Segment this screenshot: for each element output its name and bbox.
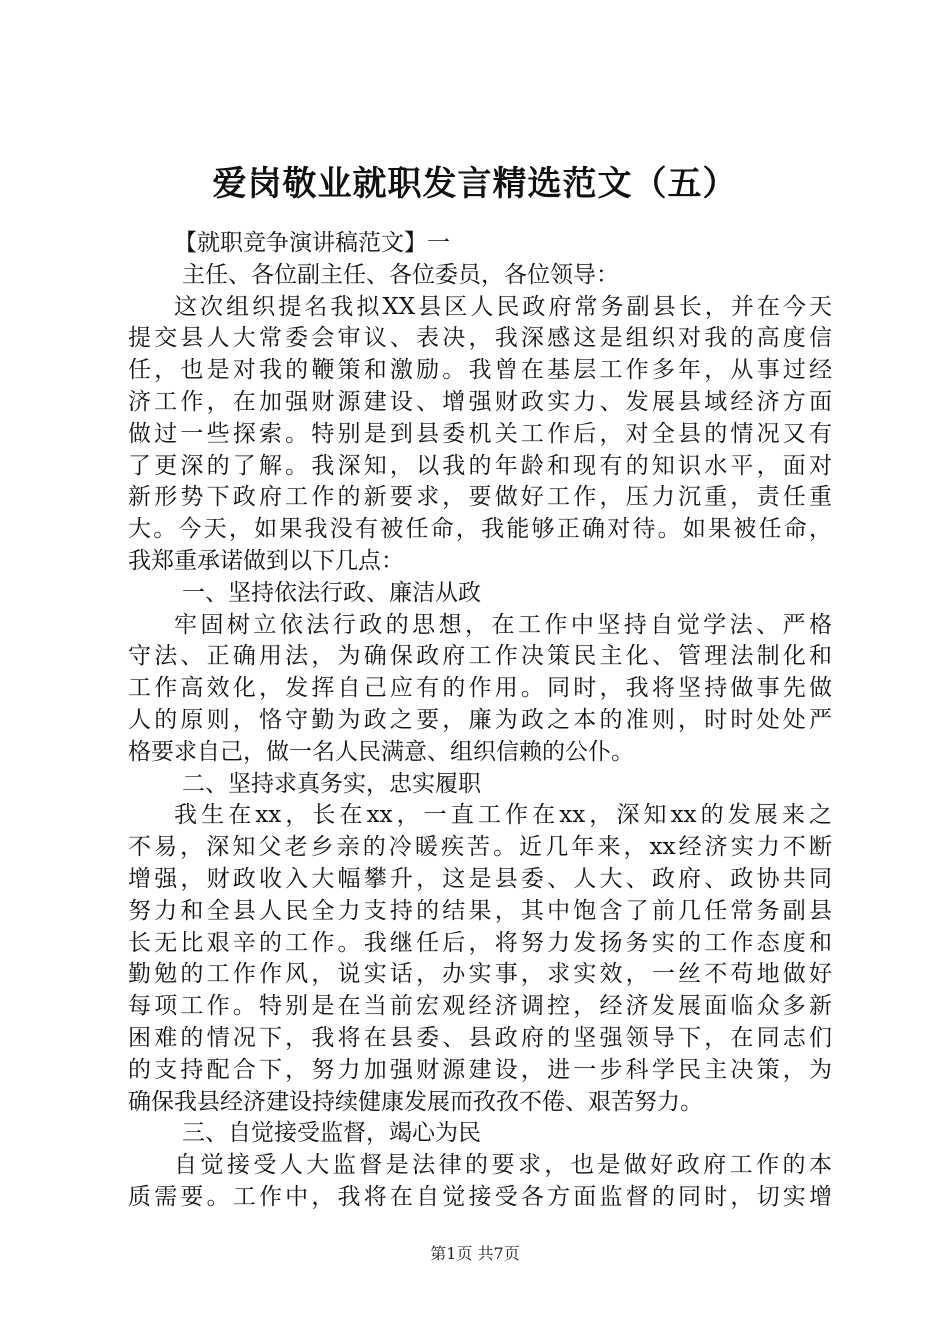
paragraph-line: 努力和全县人民全力支持的结果，其中饱含了前几任常务副县 xyxy=(128,897,832,924)
paragraph-line: 长无比艰辛的工作。我继任后，将努力发扬务实的工作态度和 xyxy=(128,929,832,956)
paragraph-line: 大。今天，如果我没有被任命，我能够正确对待。如果被任命， xyxy=(128,516,832,543)
paragraph-line: 济工作，在加强财源建设、增强财政实力、发展县域经济方面 xyxy=(128,388,832,415)
paragraph-line: 了更深的了解。我深知，以我的年龄和现有的知识水平，面对 xyxy=(128,452,832,479)
section-heading: 三、自觉接受监督，竭心为民 xyxy=(182,1120,481,1147)
paragraph-line: 的支持配合下，努力加强财源建设，进一步科学民主决策，为 xyxy=(128,1056,832,1083)
paragraph-line: 做过一些探索。特别是到县委机关工作后，对全县的情况又有 xyxy=(128,420,832,447)
paragraph-line: 确保我县经济建设持续健康发展而孜孜不倦、艰苦努力。 xyxy=(128,1088,703,1115)
paragraph-line: 自觉接受人大监督是法律的要求，也是做好政府工作的本 xyxy=(174,1152,832,1179)
paragraph-line: 困难的情况下，我将在县委、县政府的坚强领导下，在同志们 xyxy=(128,1024,832,1051)
paragraph-line: 增强，财政收入大幅攀升，这是县委、人大、政府、政协共同 xyxy=(128,865,832,892)
paragraph-line: 格要求自己，做一名人民满意、组织信赖的公仆。 xyxy=(128,738,634,765)
document-body xyxy=(128,228,832,1214)
paragraph-line: 人的原则，恪守勤为政之要，廉为政之本的准则，时时处处严 xyxy=(128,706,832,733)
section-heading: 一、坚持依法行政、廉洁从政 xyxy=(182,579,481,606)
paragraph-line: 【就职竞争演讲稿范文】一 xyxy=(174,230,450,256)
paragraph-line: 质需要。工作中，我将在自觉接受各方面监督的同时，切实增 xyxy=(128,1183,832,1210)
paragraph-line: 不易，深知父老乡亲的冷暖疾苦。近几年来，xx经济实力不断 xyxy=(128,834,832,861)
paragraph-line: 我郑重承诺做到以下几点： xyxy=(128,547,404,574)
paragraph-line: 这次组织提名我拟XX县区人民政府常务副县长，并在今天 xyxy=(174,293,832,320)
salutation-line: 主任、各位副主任、各位委员，各位领导： xyxy=(182,261,619,288)
paragraph-line: 提交县人大常委会审议、表决，我深感这是组织对我的高度信 xyxy=(128,325,832,352)
page-number-footer: 第1页 共7页 xyxy=(430,1244,520,1263)
paragraph-line: 守法、正确用法，为确保政府工作决策民主化、管理法制化和 xyxy=(128,643,832,670)
paragraph-line: 我生在xx，长在xx，一直工作在xx，深知xx的发展来之 xyxy=(174,802,832,829)
document-title: 爱岗敬业就职发言精选范文（五） xyxy=(212,164,738,204)
paragraph-line: 任，也是对我的鞭策和激励。我曾在基层工作多年，从事过经 xyxy=(128,357,832,384)
paragraph-line: 勤勉的工作作风，说实话，办实事，求实效，一丝不苟地做好 xyxy=(128,961,832,988)
paragraph-line: 每项工作。特别是在当前宏观经济调控，经济发展面临众多新 xyxy=(128,993,832,1020)
paragraph-line: 牢固树立依法行政的思想，在工作中坚持自觉学法、严格 xyxy=(174,611,832,638)
paragraph-line: 新形势下政府工作的新要求，要做好工作，压力沉重，责任重 xyxy=(128,484,832,511)
section-heading: 二、坚持求真务实，忠实履职 xyxy=(182,770,481,797)
paragraph-line: 工作高效化，发挥自己应有的作用。同时，我将坚持做事先做 xyxy=(128,675,832,702)
